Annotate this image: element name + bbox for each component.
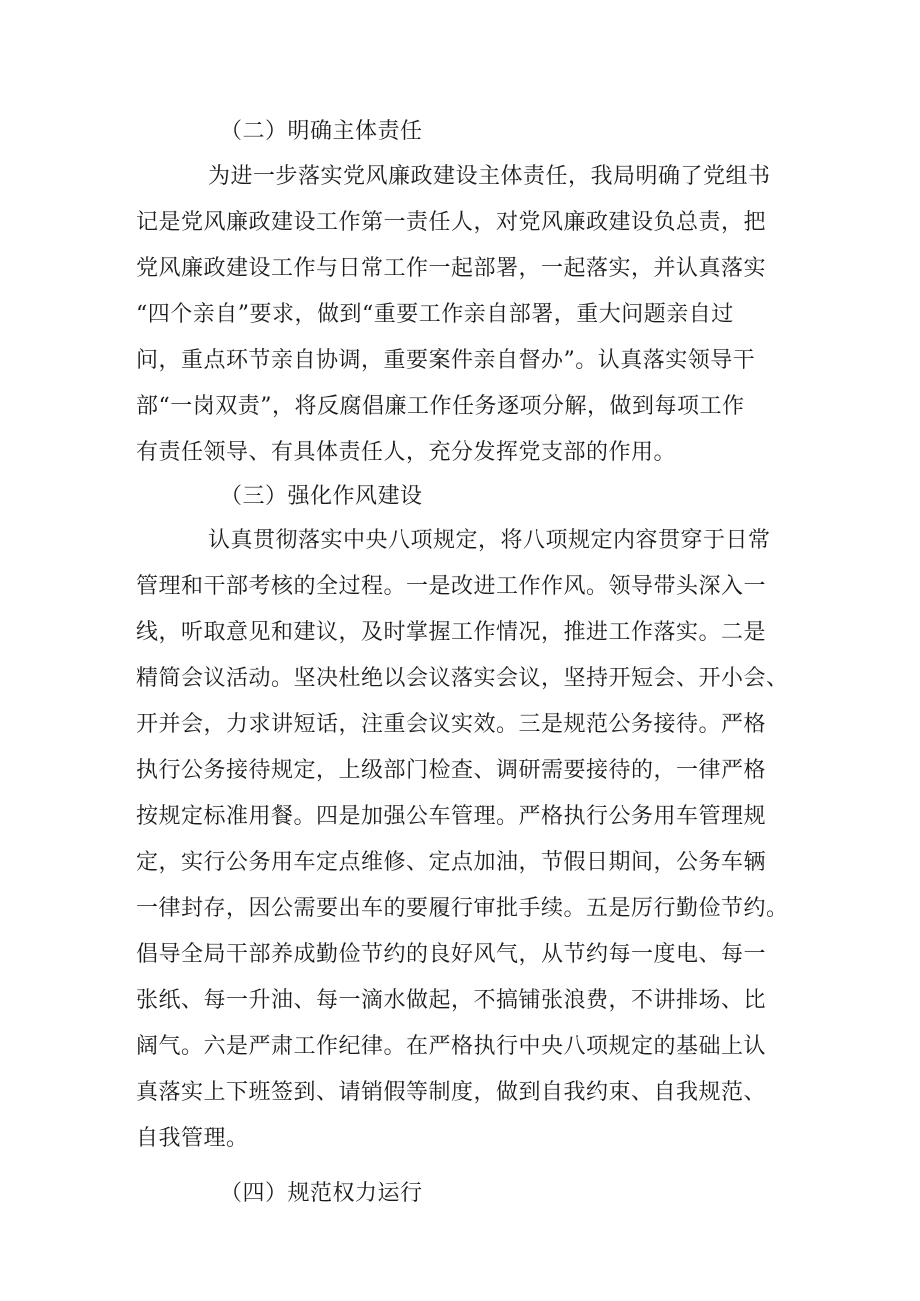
section-heading-4: （四）规范权力运行 — [220, 1181, 423, 1206]
paragraph-line: 阔气。六是严肃工作纪律。在严格执行中央八项规定的基础上认 — [136, 1034, 767, 1059]
paragraph-line: 管理和干部考核的全过程。一是改进工作作风。领导带头深入一 — [136, 574, 767, 599]
paragraph-line: 为进一步落实党风廉政建设主体责任，我局明确了党组书 — [208, 164, 771, 189]
paragraph-line: 倡导全局干部养成勤俭节约的良好风气，从节约每一度电、每一 — [136, 942, 767, 967]
paragraph-line: 一律封存，因公需要出车的要履行审批手续。五是厉行勤俭节约。 — [136, 896, 789, 921]
paragraph-line: 自我管理。 — [136, 1126, 249, 1151]
paragraph-line: 认真贯彻落实中央八项规定，将八项规定内容贯穿于日常 — [208, 528, 771, 553]
paragraph-line: 精简会议活动。坚决杜绝以会议落实会议，坚持开短会、开小会、 — [136, 666, 789, 691]
paragraph-line: 定，实行公务用车定点维修、定点加油，节假日期间，公务车辆 — [136, 850, 767, 875]
paragraph-line: 有责任领导、有具体责任人，充分发挥党支部的作用。 — [136, 440, 677, 465]
section-heading-2: （二）明确主体责任 — [220, 119, 423, 144]
paragraph-line: “四个亲自”要求，做到“重要工作亲自部署，重大问题亲自过 — [136, 302, 734, 327]
paragraph-line: 问，重点环节亲自协调，重要案件亲自督办”。认真落实领导干 — [136, 348, 756, 373]
paragraph-line: 按规定标准用餐。四是加强公车管理。严格执行公务用车管理规 — [136, 804, 767, 829]
paragraph-line: 党风廉政建设工作与日常工作一起部署，一起落实，并认真落实 — [136, 256, 767, 281]
paragraph-line: 执行公务接待规定，上级部门检查、调研需要接待的，一律严格 — [136, 758, 767, 783]
paragraph-line: 张纸、每一升油、每一滴水做起，不搞铺张浪费，不讲排场、比 — [136, 988, 767, 1013]
paragraph-line: 开并会，力求讲短话，注重会议实效。三是规范公务接待。严格 — [136, 712, 767, 737]
section-heading-3: （三）强化作风建设 — [220, 484, 423, 509]
paragraph-line: 真落实上下班签到、请销假等制度，做到自我约束、自我规范、 — [136, 1080, 767, 1105]
paragraph-line: 记是党风廉政建设工作第一责任人，对党风廉政建设负总责，把 — [136, 210, 767, 235]
paragraph-line: 线，听取意见和建议，及时掌握工作情况，推进工作落实。二是 — [136, 620, 767, 645]
paragraph-line: 部“一岗双责”，将反腐倡廉工作任务逐项分解，做到每项工作 — [136, 394, 745, 419]
